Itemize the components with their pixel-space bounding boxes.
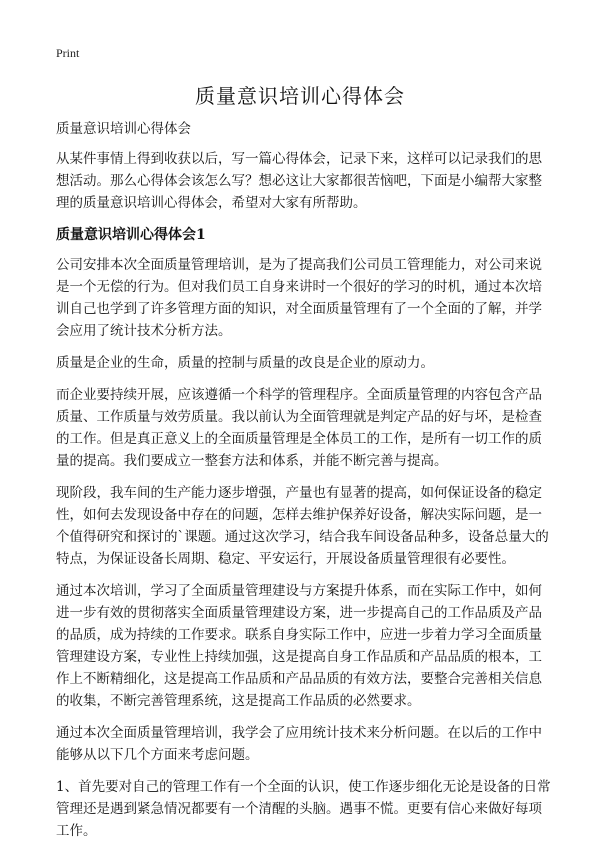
article-subtitle: 质量意识培训心得体会 [56,121,191,137]
body-paragraph: 通过本次培训，学习了全面质量管理建设与方案提升体系，而在实际工作中，如何进一步有效的贯彻落实全面质量管理建设方案，进一步提高自己的工作品质及产品的品质，成为持续的工作要求。联系自身实际工作中，应进一步着力学习全面质量管理建设方案，专业性上持续加强，这是提高自身工作品质和产品品质的根本，工作上不断精细化，这是提高工作品质和产品品质的有效方法，要整合完善相关信息的收集，不断完善管理系统，这是提高工作品质的必然要求。 [56,583,542,709]
page-title: 质量意识培训心得体会 [195,84,405,108]
article-body [56,118,551,852]
body-paragraph: 通过本次全面质量管理培训，我学会了应用统计技术来分析问题。在以后的工作中能够从以下几个方面来考虑问题。 [56,725,542,763]
print-link[interactable]: Print [56,46,80,60]
body-paragraph: 而企业要持续开展，应该遵循一个科学的管理程序。全面质量管理的内容包含产品质量、工作质量与效劳质量。我以前认为全面管理就是判定产品的好与坏，是检查的工作。但是真正意义上的全面质量管理是全体员工的工作，是所有一切工作的质量的提高。我们要成立一整套方法和体系，并能不断完善与提高。 [56,387,542,469]
body-paragraph: 质量是企业的生命，质量的控制与质量的改良是企业的原动力。 [56,355,434,371]
section-heading: 质量意识培训心得体会1 [56,227,206,243]
body-paragraph: 1、首先要对自己的管理工作有一个全面的认识，使工作逐步细化无论是设备的日常管理还是遇到紧急情况都要有一个清醒的头脑。遇事不慌。更要有信心来做好每项工作。 [56,779,551,839]
body-paragraph: 公司安排本次全面质量管理培训，是为了提高我们公司员工管理能力，对公司来说是一个无偿的行为。但对我们员工自身来讲时一个很好的学习的时机，通过本次培训自己也学到了许多管理方面的知识，对全面质量管理有了一个全面的了解，并学会应用了统计技术分析方法。 [56,257,542,339]
intro-paragraph: 从某件事情上得到收获以后，写一篇心得体会，记录下来，这样可以记录我们的思想活动。那么心得体会该怎么写？想必这让大家都很苦恼吧，下面是小编帮大家整理的质量意识培训心得体会，希望对大家有所帮助。 [56,151,542,211]
body-paragraph: 现阶段，我车间的生产能力逐步增强，产量也有显著的提高，如何保证设备的稳定性，如何去发现设备中存在的问题，怎样去维护保养好设备，解决实际问题，是一个值得研究和探讨的`课题。通过这次学习，结合我车间设备品种多，设备总量大的特点，为保证设备长周期、稳定、平安运行，开展设备质量管理很有必要性。 [56,485,549,567]
